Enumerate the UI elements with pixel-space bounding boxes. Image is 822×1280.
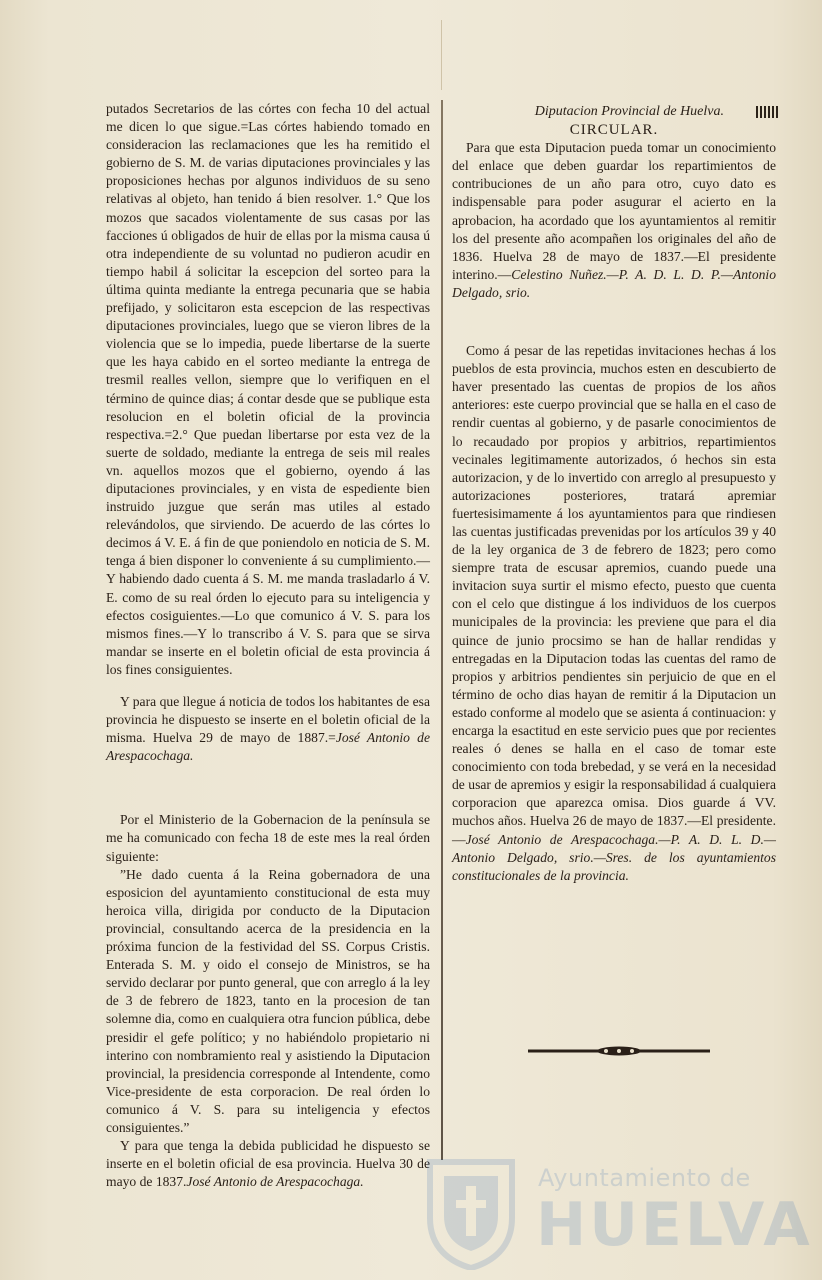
royal-order-text: ”He dado cuenta á la Reina gobernadora de una esposicion del ayuntamiento constitucional de esta muy heroica villa, dirigida por conducto de la Diputacion provincial, consultando acerca de la presidencia en la próxima funcion de la festividad del SS. Corpus Cristis. Enterada S. M. y oido el consejo de Ministros, se ha servido declarar por punto general, que con arreglo á la ley de 3 de febrero de 1823, tanto en la procesion de tan solemne dia, como en cualquiera otra funcion pública, debe presidir el gefe político; y no habiéndolo propietario ni interino con nombramiento real y asistiendo la Diputacion provincial, la presidencia corresponde al Intendente, como Vice-presidente de esta corporacion. De real órden lo comunico á V. S. para su inteligencia y efectos consiguientes.” bbox=[106, 866, 430, 1135]
archive-watermark bbox=[412, 1152, 813, 1274]
decree-text: putados Secretarios de las córtes con fecha 10 del actual me dicen lo que sigue.=Las córtes habiendo tomado en consideracion las reclamaciones que les ha remitido el gobierno de S. M. de varias diputaciones provinciales y las proposiciones hechas por algunos individuos de su seno relativas al objeto, han tenido á bien resolver. 1.° Que los mozos que sacados violentamente de sus casas por las facciones ú obligados de huir de ellas por la misma causa ú otra independiente de su voluntad no pudieron acudir en tiempo habil á solicitar la escepcion del sorteo para la última quinta mediante la entrega pecunaria que se habia prefijado, y solicitaron esta escepcion de las respectivas diputaciones provinciales, luego que se vieron libres de la violencia que se lo impedia, puede libertarse de la suerte que les haya cabido en el sorteo mediante la entrega de tresmil realles vellon, siempre que lo verifiquen en el término de quince dias; á contar desde que se publique esta resolucion en el boletin oficial de la provincia respectiva.=2.° Que puedan libertarse por esta vez de la suerte de soldado, mediante la entrega de seis mil reales vn. aquellos mozos que el gobierno, oyendo á las diputaciones provinciales, y en vista de espediente bien instruido juzgue que serán mas utiles al estado relevándolos, que sirviendo. De acuerdo de las córtes lo decimos á V. E. á fin de que poniendolo en noticia de S. M. tenga á bien disponer lo conveniente á su cumplimiento.—Y habiendo dado cuenta á S. M. me manda trasladarlo á V. E. como de su real órden lo ejecuto para su inteligencia y efectos cosiguientes.—Lo que comunico á V. S. para los mismos fines.—Y lo transcribo á V. S. para que se sirva mandar se inserte en el boletin oficial de esta provincia á los fines consiguientes. bbox=[106, 101, 430, 677]
circular-text: Para que esta Diputacion pueda tomar un conocimiento del enlace que deben guardar los repartimientos de contribuciones de un año para otro, cuyo dato es indispensable para poder asugurar el acierto en la aprobacion, ha acordado que los ayuntamientos al remitir los del presente año acompañen los originales del año de 1836. Huelva 28 de mayo de 1837.—El presidente interino.—Celestino Nuñez.—P. A. D. L. D. P.—Antonio Delgado, srio. bbox=[452, 140, 776, 300]
accounts-notice: Como á pesar de las repetidas invitaciones hechas á los pueblos de esta provincia, muchos esten en descubierto de haver presentado las cuentas de propios de los años anteriores: este cuerpo provincial que se halla en el caso de rendir cuentas al gobierno, y de pasarle conocimientos de lo recaudado por propios y arbitrios, repartimientos vecinales legitimamente autorizados, ó hechos sin esta autorizacion, y de lo invertido con arreglo al presupuesto y autorizaciones posteriores, tratará apremiar fuertesisimamente á los ayuntamientos para que rindiesen las cuentas justificadas prevenidas por los artículos 39 y 40 de la ley organica de 3 de febrero de 1823; pero como siempre trata de escusar apremios, cuando puede una invitacion suya surtir el mismo efecto, puesto que cuenta con el celo que distingue á los individuos de los cuerpos municipales de la provincia: les previene que para el dia quince de junio procsimo se han de hallar rendidas y entregadas en la Diputacion todas las cuentas del ramo de propios y arbitrios pendientes sin perjuicio de que en el término de ocho dias hayan de remitir á la Diputacion un estado conforme al modelo que se asienta á continuacion: y encarga la esactitud en este servicio pues que por recientes reales ó denes se halla en el caso de tomar este conocimiento con toda brebedad, y se verá en la necesidad de usar de apremios y esigir la responsabilidad á cualquiera corporacion que aparezca omisa. Dios guarde á VV. muchos años. Huelva 26 de mayo de 1837.—El presidente.—José Antonio de Arespacochaga.—P. A. D. L. D.—Antonio Delgado, srio.—Sres. de los ayuntamientos constitucionales de la provincia. bbox=[452, 343, 776, 883]
page-header: Diputacion Provincial de Huelva. bbox=[534, 104, 724, 119]
ornamental-rule bbox=[528, 1046, 710, 1056]
publication-note: Y para que llegue á noticia de todos los habitantes de esa provincia he dispuesto se inserte en el boletin oficial de la misma. Huelva 29 de mayo de 1887.=José Antonio de Arespacochaga. bbox=[106, 694, 430, 764]
watermark-text-top: Ayuntamiento de bbox=[538, 1164, 751, 1192]
ministry-intro: Por el Ministerio de la Gobernacion de la península se me ha comunicado con fecha 18 de este mes la real órden siguiente: bbox=[106, 812, 430, 864]
watermark-text-main: HUELVA bbox=[536, 1190, 813, 1260]
coat-of-arms-icon bbox=[422, 1156, 520, 1270]
accounts-signature: José Antonio de Arespacochaga.—P. A. D. L. D.—Antonio Delgado, srio.—Sres. de los ayuntamientos constitucionales de la provincia. bbox=[452, 831, 776, 883]
left-column bbox=[106, 100, 430, 1191]
page-crease bbox=[441, 20, 442, 90]
signature-2: José Antonio de Arespacochaga. bbox=[186, 1174, 364, 1190]
circular-heading: CIRCULAR. bbox=[569, 122, 659, 139]
publication-note-2: Y para que tenga la debida publicidad he dispuesto se inserte en el boletin oficial de esa provincia. Huelva 30 de mayo de 1837.José Antonio de Arespacochaga. bbox=[106, 1138, 430, 1190]
signature: José Antonio de Arespacochaga. bbox=[106, 730, 430, 764]
circular-signature: Celestino Nuñez.—P. A. D. L. D. P.—Antonio Delgado, srio. bbox=[452, 266, 776, 300]
right-column bbox=[452, 103, 776, 885]
column-divider bbox=[441, 100, 443, 1160]
